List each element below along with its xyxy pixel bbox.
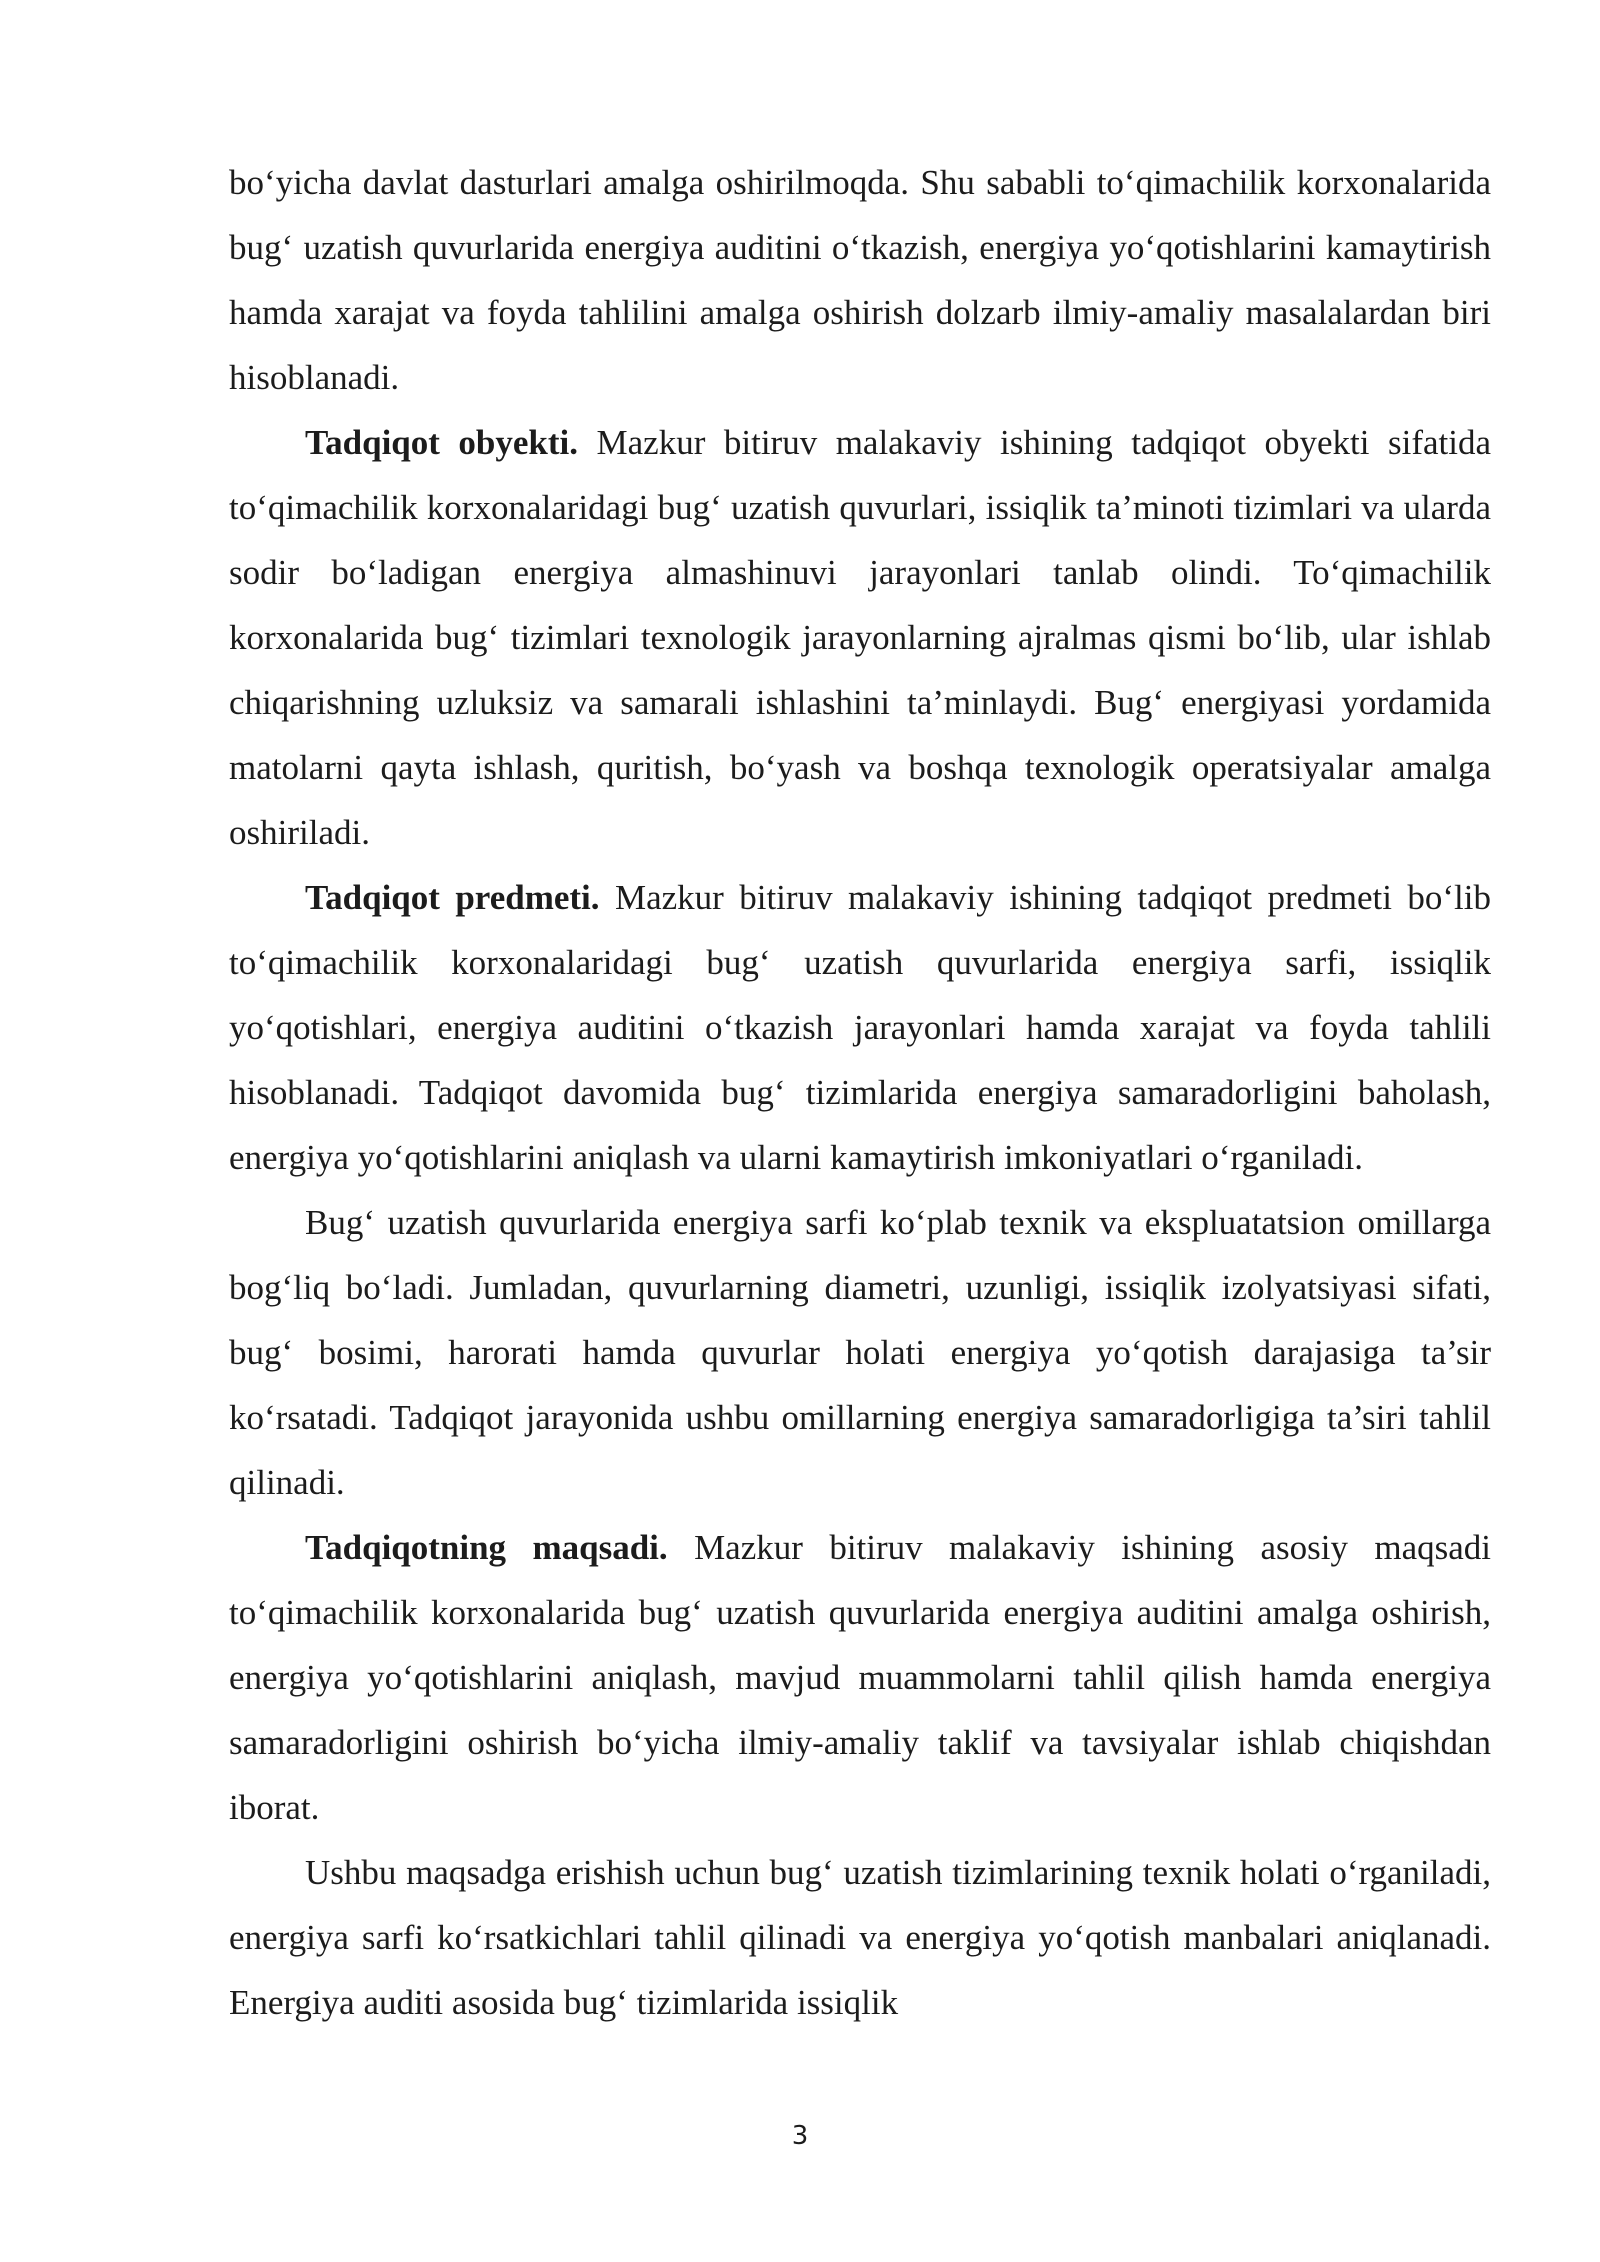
paragraph-research-object xyxy=(229,410,1491,865)
paragraph-text: Mazkur bitiruv malakaviy ishining asosiy maqsadi to‘qimachilik korxonalarida bug‘ uzatish quvurlarida energiya auditini amalga oshirish, energiya yo‘qotishlarini aniqlash, mavjud muammolarni tahlil qilish hamda energiya samaradorligini oshirish bo‘yicha ilmiy-amaliy taklif va tavsiyalar ishlab chiqishdan iborat. xyxy=(229,1528,1491,1827)
paragraph-text: Bug‘ uzatish quvurlarida energiya sarfi ko‘plab texnik va ekspluatatsion omillarga bog‘liq bo‘ladi. Jumladan, quvurlarning diametri, uzunligi, issiqlik izolyatsiyasi sifati, bug‘ bosimi, harorati hamda quvurlar holati energiya yo‘qotish darajasiga ta’sir ko‘rsatadi. Tadqiqot jarayonida ushbu omillarning energiya samaradorligiga ta’siri tahlil qilinadi. xyxy=(229,1203,1491,1502)
paragraph-research-goal xyxy=(229,1515,1491,1840)
paragraph-continuation xyxy=(229,150,1491,410)
paragraph-text: Ushbu maqsadga erishish uchun bug‘ uzatish tizimlarining texnik holati o‘rganiladi, energiya sarfi ko‘rsatkichlari tahlil qilinadi va energiya yo‘qotish manbalari aniqlanadi. Energiya auditi asosida bug‘ tizimlarida issiqlik xyxy=(229,1853,1491,2022)
paragraph-heading: Tadqiqotning maqsadi. xyxy=(305,1528,668,1567)
page-number: 3 xyxy=(791,2121,809,2151)
paragraph-text: Mazkur bitiruv malakaviy ishining tadqiqot predmeti bo‘lib to‘qimachilik korxonalaridagi bug‘ uzatish quvurlarida energiya sarfi, issiqlik yo‘qotishlari, energiya auditini o‘tkazish jarayonlari hamda xarajat va foyda tahlili hisoblanadi. Tadqiqot davomida bug‘ tizimlarida energiya samaradorligini baholash, energiya yo‘qotishlarini aniqlash va ularni kamaytirish imkoniyatlari o‘rganiladi. xyxy=(229,878,1491,1177)
paragraph-text: Mazkur bitiruv malakaviy ishining tadqiqot obyekti sifatida to‘qimachilik korxonalaridagi bug‘ uzatish quvurlari, issiqlik ta’minoti tizimlari va ularda sodir bo‘ladigan energiya almashinuvi jarayonlari tanlab olindi. To‘qimachilik korxonalarida bug‘ tizimlari texnologik jarayonlarning ajralmas qismi bo‘lib, ular ishlab chiqarishning uzluksiz va samarali ishlashini ta’minlaydi. Bug‘ energiyasi yordamida matolarni qayta ishlash, quritish, bo‘yash va boshqa texnologik operatsiyalar amalga oshiriladi. xyxy=(229,423,1491,852)
paragraph-text: bo‘yicha davlat dasturlari amalga oshirilmoqda. Shu sababli to‘qimachilik korxonalarida bug‘ uzatish quvurlarida energiya auditini o‘tkazish, energiya yo‘qotishlarini kamaytirish hamda xarajat va foyda tahlilini amalga oshirish dolzarb ilmiy-amaliy masalalardan biri hisoblanadi. xyxy=(229,163,1491,397)
paragraph-energy-factors xyxy=(229,1190,1491,1515)
paragraph-research-subject xyxy=(229,865,1491,1190)
paragraph-heading: Tadqiqot obyekti. xyxy=(305,423,579,462)
paragraph-heading: Tadqiqot predmeti. xyxy=(305,878,600,917)
body-text xyxy=(229,150,1491,2035)
paragraph-goal-steps xyxy=(229,1840,1491,2035)
